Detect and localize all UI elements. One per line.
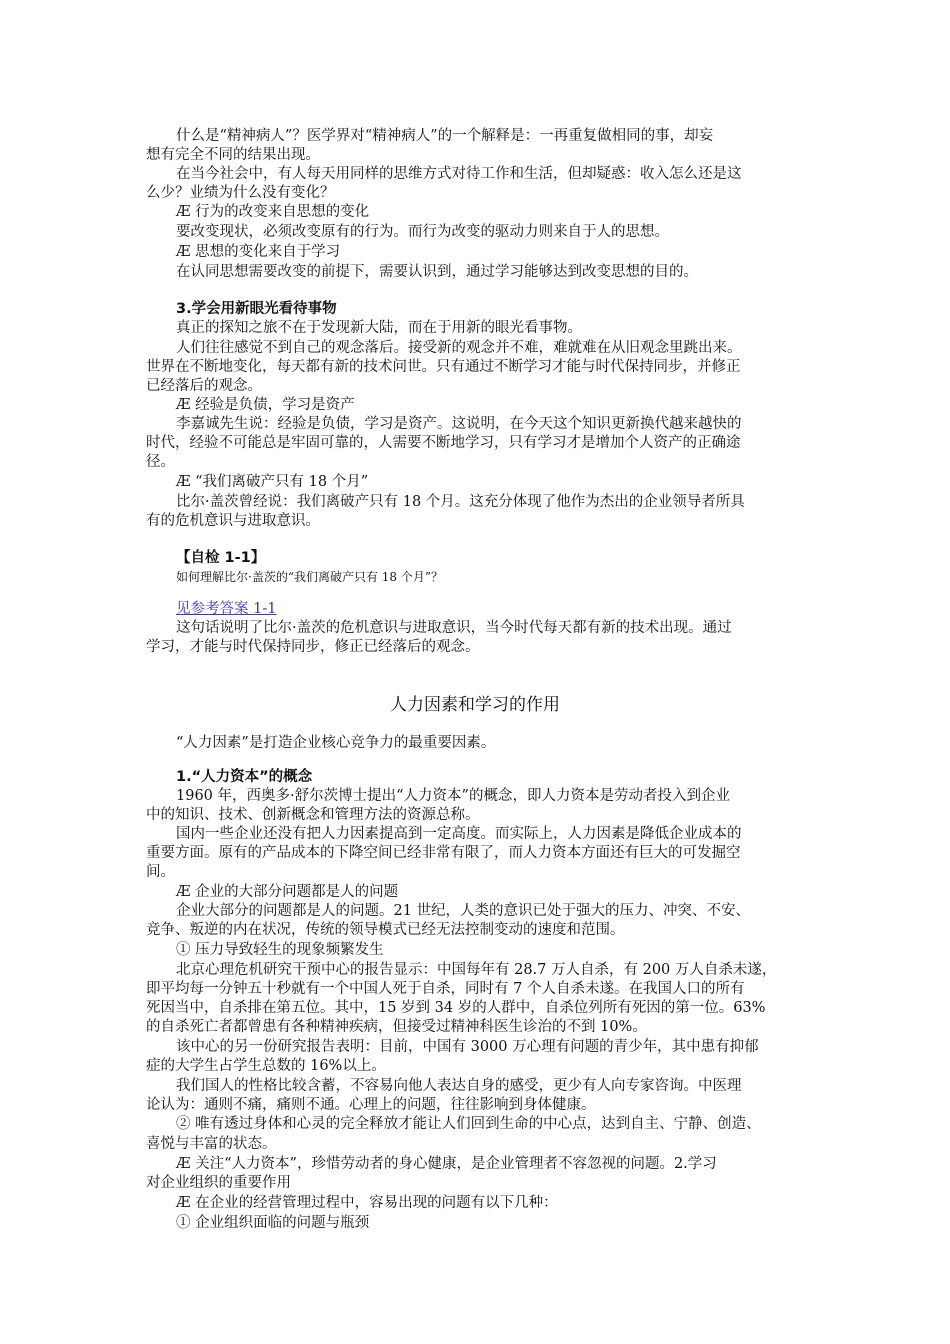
text-line: Æ 在企业的经营管理过程中，容易出现的问题有以下几种： (176, 1195, 558, 1211)
text-line: 重要方面。原有的产品成本的下降空间已经非常有限了，而人力资本方面还有巨大的可发掘空 (146, 845, 741, 861)
subheading: 【自检 1-1】 (176, 550, 266, 566)
text-line: 世界在不断地变化，每天都有新的技术问世。只有通过不断学习才能与时代保持同步，并修正 (146, 359, 741, 375)
subheading: 1.“人力资本”的概念 (176, 769, 313, 785)
text-line: 论认为：通则不痛，痛则不通。心理上的问题，往往影响到身体健康。 (146, 1097, 596, 1113)
text-line: Æ 思想的变化来自于学习 (176, 244, 341, 260)
text-line: Æ 行为的改变来自思想的变化 (176, 204, 370, 220)
text-line: 即平均每一分钟五十秒就有一个中国人死于自杀，同时有 7 个人自杀未遂。在我国人口的所有 (146, 981, 745, 997)
text-line: 死因当中，自杀排在第五位。其中，15 岁到 34 岁的人群中，自杀位列所有死因的第一位。63% (146, 1000, 766, 1016)
text-line: 李嘉诚先生说：经验是负债，学习是资产。这说明，在今天这个知识更新换代越来越快的 (176, 416, 742, 432)
text-line: 如何理解比尔·盖茨的“我们离破产只有 18 个月”？ (176, 570, 443, 584)
text-line: 竞争、叛逆的内在状况，传统的领导模式已经无法控制变动的速度和范围。 (146, 922, 625, 938)
text-line: 症的大学生占学生总数的 16%以上。 (146, 1058, 386, 1074)
text-line: 要改变现状，必须改变原有的行为。而行为改变的驱动力则来自于人的思想。 (176, 224, 669, 240)
section-title: 人力因素和学习的作用 (390, 695, 560, 715)
text-line: 我们国人的性格比较含蓄，不容易向他人表达自身的感受，更少有人向专家咨询。中医理 (176, 1078, 742, 1094)
text-line: Æ 经验是负债，学习是资产 (176, 397, 355, 413)
text-line: Æ 企业的大部分问题都是人的问题 (176, 884, 399, 900)
text-line: 对企业组织的重要作用 (146, 1175, 291, 1191)
text-line: 真正的探知之旅不在于发现新大陆，而在于用新的眼光看事物。 (176, 320, 582, 336)
text-line: 企业大部分的问题都是人的问题。21 世纪，人类的意识已处于强大的压力、冲突、不安、 (176, 903, 751, 919)
text-line: 北京心理危机研究干预中心的报告显示：中国每年有 28.7 万人自杀，有 200 万人自杀未遂， (176, 962, 777, 978)
text-line: 比尔·盖茨曾经说：我们离破产只有 18 个月。这充分体现了他作为杰出的企业领导者所具 (176, 494, 745, 510)
text-line: 这句话说明了比尔·盖茨的危机意识与进取意识，当今时代每天都有新的技术出现。通过 (176, 620, 732, 636)
text-line: 径。 (146, 454, 175, 470)
text-line: 喜悦与丰富的状态。 (146, 1136, 277, 1152)
text-line: Æ “我们离破产只有 18 个月” (176, 474, 369, 490)
text-line: 该中心的另一份研究报告表明：目前，中国有 3000 万心理有问题的青少年，其中患有抑郁 (176, 1039, 759, 1055)
text-line: 么少？业绩为什么没有变化？ (146, 185, 335, 201)
text-line: 间。 (146, 864, 175, 880)
subheading: 3.学会用新眼光看待事物 (176, 301, 337, 317)
text-line: Æ 关注“人力资本”，珍惜劳动者的身心健康，是企业管理者不容忽视的问题。2.学习 (176, 1156, 717, 1172)
answer-link[interactable]: 见参考答案 1-1 (176, 601, 277, 617)
text-line: 在认同思想需要改变的前提下，需要认识到，通过学习能够达到改变思想的目的。 (176, 264, 698, 280)
text-line: 学习，才能与时代保持同步，修正已经落后的观念。 (146, 639, 480, 655)
text-line: 中的知识、技术、创新概念和管理方法的资源总称。 (146, 807, 480, 823)
text-line: 1960 年，西奥多·舒尔茨博士提出“人力资本”的概念，即人力资本是劳动者投入到企业 (176, 788, 730, 804)
text-line: 有的危机意识与进取意识。 (146, 513, 320, 529)
text-line: ② 唯有透过身体和心灵的完全释放才能让人们回到生命的中心点，达到自主、宁静、创造、 (176, 1116, 761, 1132)
text-line: “人力因素”是打造企业核心竞争力的最重要因素。 (176, 735, 496, 751)
text-line: 已经落后的观念。 (146, 378, 262, 394)
text-line: 人们往往感觉不到自己的观念落后。接受新的观念并不难，难就难在从旧观念里跳出来。 (176, 340, 742, 356)
text-line: 的自杀死亡者都曾患有各种精神疾病，但接受过精神科医生诊治的不到 10%。 (146, 1019, 647, 1035)
text-line: 什么是“精神病人”？医学界对“精神病人”的一个解释是：一再重复做相同的事，却妄 (176, 128, 714, 144)
text-line: ① 压力导致轻生的现象频繁发生 (176, 942, 384, 958)
text-line: 想有完全不同的结果出现。 (146, 147, 320, 163)
text-line: 时代，经验不可能总是牢固可靠的，人需要不断地学习，只有学习才是增加个人资产的正确途 (146, 435, 741, 451)
text-line: 国内一些企业还没有把人力因素提高到一定高度。而实际上，人力因素是降低企业成本的 (176, 826, 742, 842)
text-line: 在当今社会中，有人每天用同样的思维方式对待工作和生活，但却疑惑：收入怎么还是这 (176, 166, 742, 182)
text-line: ① 企业组织面临的问题与瓶颈 (176, 1215, 370, 1231)
